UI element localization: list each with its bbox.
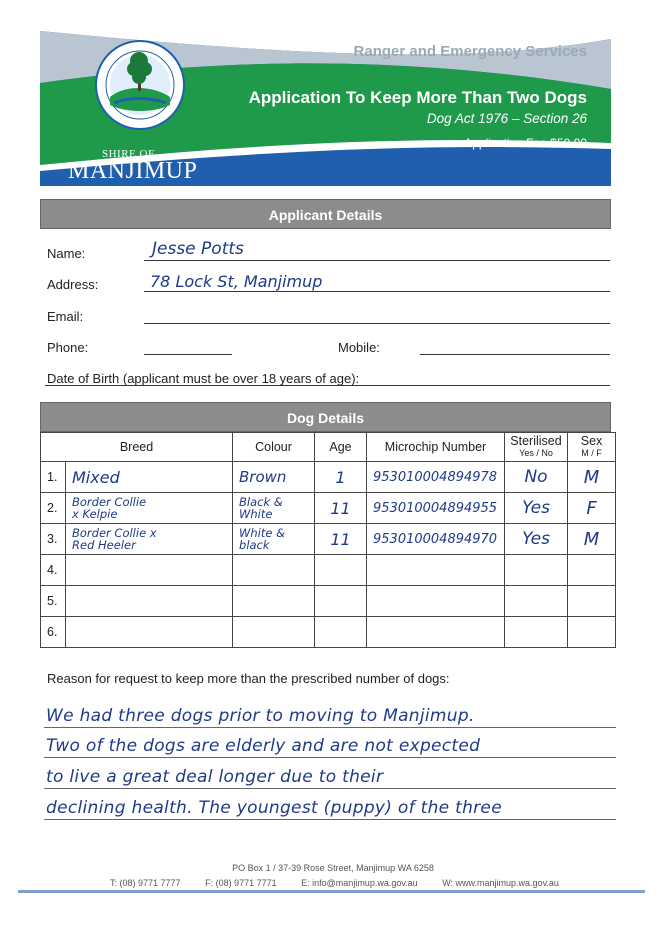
row-number: 4. bbox=[41, 555, 66, 586]
table-row bbox=[41, 524, 616, 555]
breed-cell[interactable] bbox=[66, 617, 233, 648]
microchip-cell[interactable] bbox=[367, 462, 505, 493]
breed-cell[interactable] bbox=[66, 524, 233, 555]
sterilised-cell[interactable] bbox=[505, 524, 568, 555]
microchip-value: 953010004894970 bbox=[373, 531, 498, 547]
sterilised-cell[interactable] bbox=[505, 493, 568, 524]
breed-cell[interactable] bbox=[66, 493, 233, 524]
colour-line-1: Brown bbox=[239, 467, 287, 486]
row-number: 6. bbox=[41, 617, 66, 648]
sterilised-value: Yes bbox=[522, 528, 550, 549]
sex-cell[interactable] bbox=[568, 493, 616, 524]
dob-field[interactable] bbox=[45, 385, 610, 386]
table-row bbox=[41, 555, 616, 586]
breed-line-1: Mixed bbox=[72, 467, 120, 487]
breed-line-1: Border Collie bbox=[72, 495, 147, 509]
footer-fax: F: (08) 9771 7771 bbox=[205, 878, 277, 888]
breed-line-1: Border Collie x bbox=[72, 526, 157, 540]
sterilised-header-label: Sterilised bbox=[510, 434, 562, 448]
sterilised-cell[interactable] bbox=[505, 586, 568, 617]
act-reference: Dog Act 1976 – Section 26 bbox=[426, 111, 587, 126]
age-value: 11 bbox=[330, 498, 351, 518]
name-label: Name: bbox=[47, 246, 86, 261]
sex-value: M bbox=[583, 528, 600, 550]
sex-header-sub: M / F bbox=[581, 448, 602, 458]
sterilised-header bbox=[505, 433, 568, 462]
colour-line-2: black bbox=[239, 538, 270, 552]
address-label: Address: bbox=[47, 277, 99, 292]
reason-text-line[interactable]: We had three dogs prior to moving to Manjimup. bbox=[46, 706, 475, 726]
age-value: 11 bbox=[330, 529, 351, 549]
shire-of-text: SHIRE OF bbox=[102, 148, 155, 160]
address-line bbox=[144, 291, 610, 292]
table-row bbox=[41, 617, 616, 648]
colour-cell[interactable] bbox=[233, 586, 315, 617]
age-cell[interactable] bbox=[315, 493, 367, 524]
sterilised-cell[interactable] bbox=[505, 617, 568, 648]
sterilised-cell[interactable] bbox=[505, 462, 568, 493]
reason-line bbox=[44, 727, 616, 728]
microchip-cell[interactable] bbox=[367, 586, 505, 617]
microchip-cell[interactable] bbox=[367, 555, 505, 586]
microchip-cell[interactable] bbox=[367, 524, 505, 555]
email-label: Email: bbox=[47, 309, 84, 324]
applicant-details-heading: Applicant Details bbox=[40, 199, 611, 229]
colour-cell[interactable] bbox=[233, 524, 315, 555]
footer-email[interactable]: E: info@manjimup.wa.gov.au bbox=[301, 878, 418, 888]
colour-header: Colour bbox=[233, 433, 315, 462]
colour-line-1: White & bbox=[239, 526, 286, 540]
department-name: Ranger and Emergency Services bbox=[353, 43, 587, 60]
breed-line-2: Red Heeler bbox=[72, 538, 136, 552]
age-cell[interactable] bbox=[315, 586, 367, 617]
row-number: 1. bbox=[41, 462, 66, 493]
age-cell[interactable] bbox=[315, 524, 367, 555]
reason-label: Reason for request to keep more than the prescribed number of dogs: bbox=[47, 671, 450, 686]
age-value: 1 bbox=[335, 467, 346, 487]
sex-cell[interactable] bbox=[568, 555, 616, 586]
name-field[interactable]: Jesse Potts bbox=[152, 239, 244, 259]
microchip-value: 953010004894978 bbox=[373, 469, 498, 485]
name-line bbox=[144, 260, 610, 261]
age-cell[interactable] bbox=[315, 617, 367, 648]
table-row bbox=[41, 462, 616, 493]
phone-field[interactable] bbox=[144, 354, 232, 355]
reason-line bbox=[44, 757, 616, 758]
sterilised-value: Yes bbox=[522, 497, 550, 518]
sterilised-value: No bbox=[524, 466, 548, 487]
breed-header: Breed bbox=[41, 433, 233, 462]
dog-details-heading: Dog Details bbox=[40, 402, 611, 432]
breed-cell[interactable] bbox=[66, 586, 233, 617]
phone-label: Phone: bbox=[47, 340, 89, 355]
reason-line bbox=[44, 788, 616, 789]
microchip-cell[interactable] bbox=[367, 617, 505, 648]
sex-value: M bbox=[583, 466, 600, 488]
sex-value: F bbox=[586, 497, 597, 519]
microchip-value: 953010004894955 bbox=[373, 500, 498, 516]
dog-details-table bbox=[40, 432, 616, 648]
sex-cell[interactable] bbox=[568, 586, 616, 617]
mobile-field[interactable] bbox=[420, 354, 610, 355]
breed-cell[interactable] bbox=[66, 555, 233, 586]
sex-header bbox=[568, 433, 616, 462]
breed-cell[interactable] bbox=[66, 462, 233, 493]
reason-text-line[interactable]: declining health. The youngest (puppy) of the three bbox=[46, 798, 502, 818]
reason-text-line[interactable]: Two of the dogs are elderly and are not expected bbox=[46, 736, 481, 756]
footer-phone: T: (08) 9771 7777 bbox=[110, 878, 181, 888]
sex-cell[interactable] bbox=[568, 524, 616, 555]
sterilised-header-sub: Yes / No bbox=[519, 448, 553, 458]
colour-cell[interactable] bbox=[233, 462, 315, 493]
shire-name: MANJIMUP bbox=[68, 158, 198, 184]
footer-contacts bbox=[110, 878, 581, 888]
email-field[interactable] bbox=[144, 323, 610, 324]
mobile-label: Mobile: bbox=[338, 340, 380, 355]
footer-address: PO Box 1 / 37-39 Rose Street, Manjimup WA 6258 bbox=[232, 863, 434, 873]
age-cell[interactable] bbox=[315, 555, 367, 586]
sterilised-cell[interactable] bbox=[505, 555, 568, 586]
table-row bbox=[41, 586, 616, 617]
reason-text-line[interactable]: to live a great deal longer due to their bbox=[46, 767, 384, 787]
age-header: Age bbox=[315, 433, 367, 462]
colour-line-1: Black & bbox=[239, 495, 283, 509]
sex-cell[interactable] bbox=[568, 462, 616, 493]
footer-web[interactable]: W: www.manjimup.wa.gov.au bbox=[442, 878, 559, 888]
row-number: 5. bbox=[41, 586, 66, 617]
age-cell[interactable] bbox=[315, 462, 367, 493]
footer-rule bbox=[18, 890, 645, 893]
breed-line-2: x Kelpie bbox=[72, 507, 118, 521]
address-field[interactable]: 78 Lock St, Manjimup bbox=[150, 272, 323, 291]
colour-cell[interactable] bbox=[233, 617, 315, 648]
microchip-cell[interactable] bbox=[367, 493, 505, 524]
shire-logo bbox=[94, 39, 186, 131]
header-banner bbox=[40, 25, 611, 186]
row-number: 2. bbox=[41, 493, 66, 524]
form-title: Application To Keep More Than Two Dogs bbox=[248, 88, 587, 107]
colour-line-2: White bbox=[239, 507, 273, 521]
application-fee: Application Fee $50.00 bbox=[464, 136, 587, 150]
colour-cell[interactable] bbox=[233, 493, 315, 524]
dob-label: Date of Birth (applicant must be over 18 years of age): bbox=[47, 371, 360, 386]
table-row bbox=[41, 493, 616, 524]
sex-header-label: Sex bbox=[580, 434, 603, 448]
row-number: 3. bbox=[41, 524, 66, 555]
colour-cell[interactable] bbox=[233, 555, 315, 586]
microchip-header: Microchip Number bbox=[367, 433, 505, 462]
reason-line bbox=[44, 819, 616, 820]
table-header-row bbox=[41, 433, 616, 462]
sex-cell[interactable] bbox=[568, 617, 616, 648]
